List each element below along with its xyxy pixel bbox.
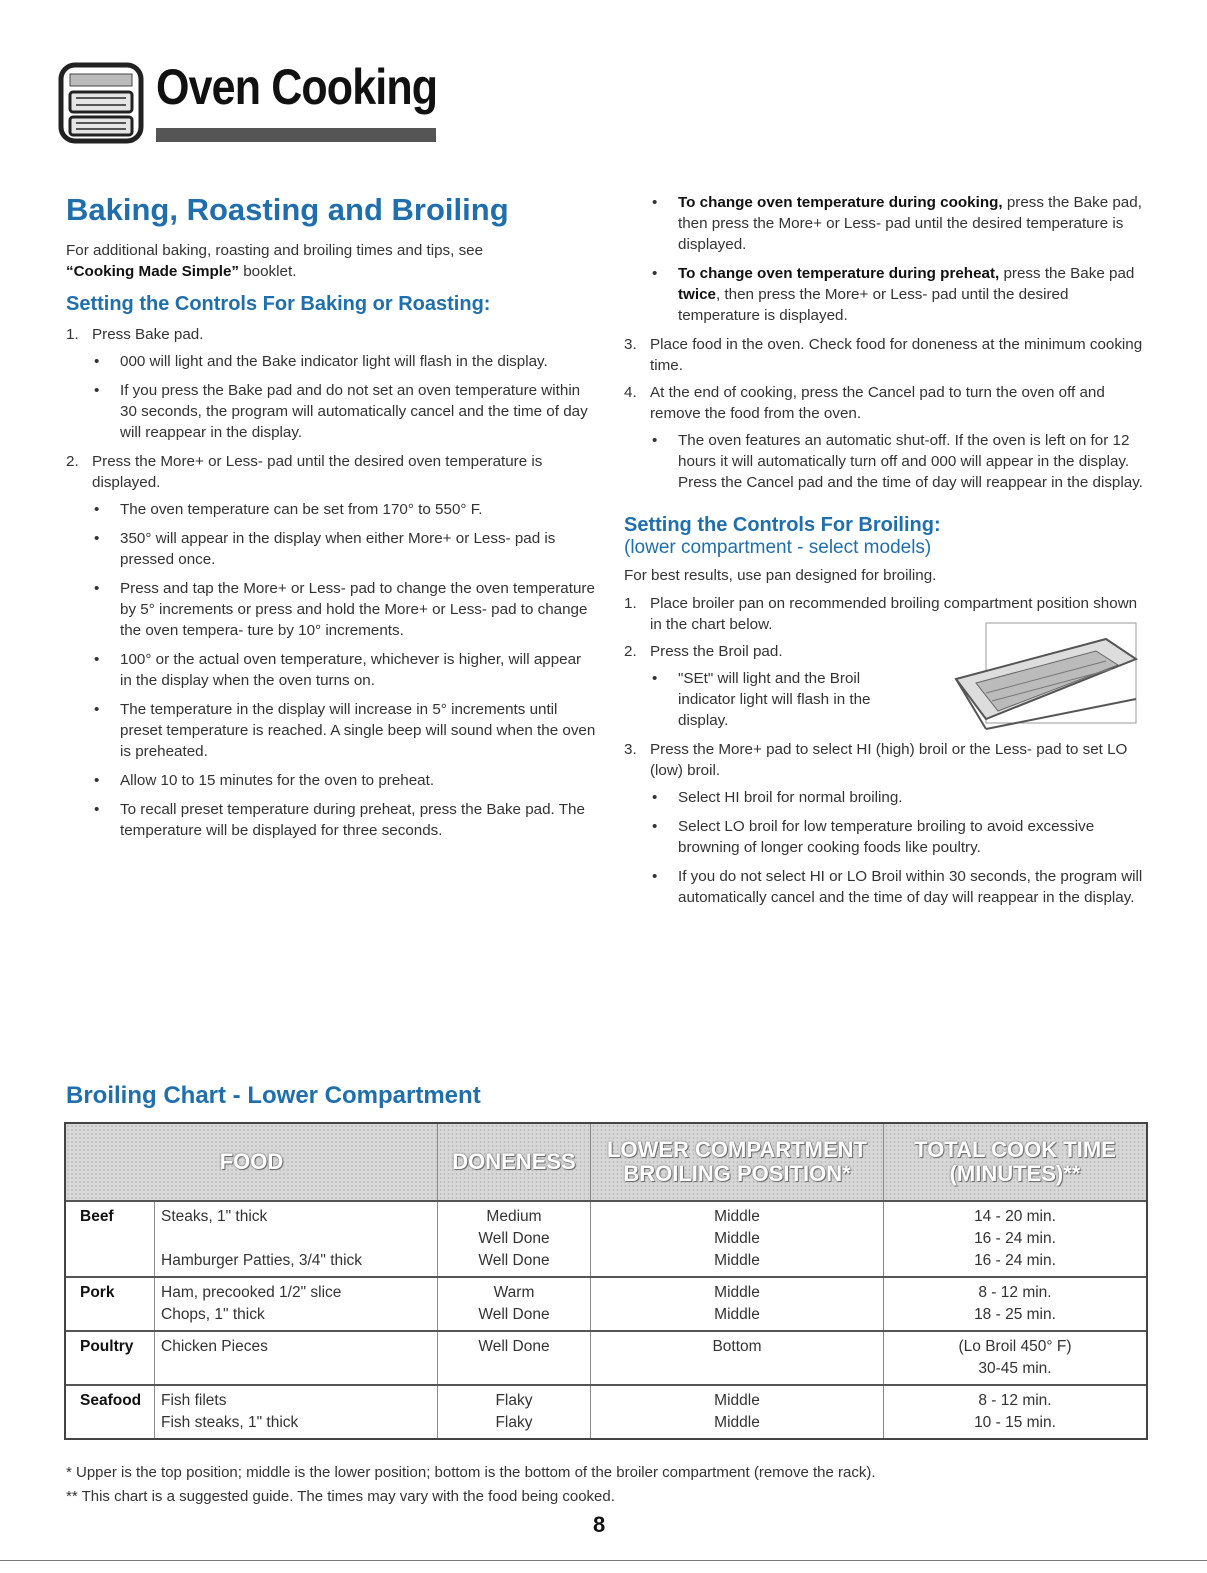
footnote-position: * Upper is the top position; middle is the lower position; bottom is the bottom of the broiler compartment (remove the rack). [66,1464,876,1481]
position-line: Middle [714,1252,760,1269]
intro-booklet-name: “Cooking Made Simple” [66,263,239,280]
time-cell [884,1385,1147,1438]
intro-tail: booklet. [239,263,297,280]
step-number: 2. [66,453,79,470]
bullet-text: , then press the More+ or Less- pad until the desired temperature is displayed. [678,286,1069,324]
doneness-cell [438,1277,591,1331]
step-number: 1. [66,326,79,343]
step-text: Press the More+ pad to select HI (high) broil or the Less- pad to set LO (low) broil. [650,741,1128,779]
bullet-item: • 100° or the actual oven temperature, whichever is higher, will appear in the display when the oven turns on. [92,649,596,691]
bullet-text: The oven temperature can be set from 170° to 550° F. [120,501,483,518]
bullet-text: The oven features an automatic shut-off. If the oven is left on for 12 hours it will automatically turn off and 000 will appear in the display. Press the Cancel pad and the time of day will reappear in the display. [678,432,1143,491]
bullet-item: • To change oven temperature during cooking, press the Bake pad, then press the More+ or Less- pad until the desired temperature is displayed. [652,194,1142,253]
table-row-seafood [66,1385,1146,1438]
food-line: Chops, 1" thick [161,1306,265,1323]
doneness-line: Warm [493,1284,535,1301]
bullet-text: Allow 10 to 15 minutes for the oven to preheat. [120,772,435,789]
time-line: 8 - 12 min. [978,1392,1052,1409]
bullet-item: • If you do not select HI or LO Broil within 30 seconds, the program will automatically cancel and the time of day will reappear in the display. [650,866,1148,908]
step-text: Press the More+ or Less- pad until the desired oven temperature is displayed. [92,453,543,491]
right-column [624,192,1148,916]
position-cell [591,1331,884,1385]
broiling-subheading: Setting the Controls For Broiling: [624,514,941,536]
doneness-line: Well Done [478,1230,550,1247]
food-line: Fish filets [161,1392,227,1409]
doneness-line: Flaky [495,1392,533,1409]
oven-icon [58,62,144,144]
doneness-line: Medium [486,1208,542,1225]
chart-title: Broiling Chart - Lower Compartment [66,1082,481,1109]
table-row-poultry [66,1331,1146,1385]
footnote-guide: ** This chart is a suggested guide. The times may vary with the food being cooked. [66,1488,615,1505]
position-line: Middle [714,1392,760,1409]
step-text: Press Bake pad. [92,326,204,343]
title-underline [156,128,436,142]
header-time-line: (MINUTES)** [949,1161,1081,1186]
header-position-line: LOWER COMPARTMENT [607,1137,867,1162]
food-cell [155,1331,438,1385]
bullet-text: "SEt" will light and the Broil indicator light will flash in the display. [678,670,871,729]
bullet-item: • To recall preset temperature during preheat, press the Bake pad. The temperature will be displayed for three seconds. [92,799,596,841]
position-line: Bottom [712,1338,762,1355]
bullet-text: press the Bake pad [999,265,1135,282]
bullet-item: • 000 will light and the Bake indicator light will flash in the display. [94,353,548,370]
broil-step-2-block [624,641,1148,731]
category-cell: Poultry [66,1331,155,1385]
time-line: (Lo Broil 450° F) [958,1338,1072,1355]
time-cell [884,1277,1147,1331]
time-line: 18 - 25 min. [974,1306,1056,1323]
bullet-item: • Select LO broil for low temperature broiling to avoid excessive browning of longer cooking foods like poultry. [650,816,1148,858]
time-line: 14 - 20 min. [974,1208,1056,1225]
header-doneness: DONENESS [438,1124,591,1201]
bullet-text: 100° or the actual oven temperature, whichever is higher, will appear in the display when the oven turns on. [120,651,582,689]
bullet-text: If you do not select HI or LO Broil within 30 seconds, the program will automatically cancel and the time of day will reappear in the display. [678,868,1143,906]
broil-intro: For best results, use pan designed for broiling. [624,567,937,584]
bullet-item: • To change oven temperature during preheat, press the Bake pad twice, then press the More+ or Less- pad until the desired temperature is displayed. [652,265,1135,324]
food-line-empty [161,1228,431,1250]
bullet-text: Press and tap the More+ or Less- pad to change the oven temperature by 5° increments or press and hold the More+ or Less- pad to change the oven tempera- ture by 10° increments. [120,580,595,639]
doneness-line: Well Done [478,1338,550,1355]
category-cell: Pork [66,1277,155,1331]
header-position-line: BROILING POSITION* [623,1161,851,1186]
bullet-bold: To change oven temperature during cooking, [678,194,1003,211]
position-line: Middle [714,1414,760,1431]
time-cell [884,1201,1147,1277]
doneness-cell [438,1201,591,1277]
category-cell: Beef [66,1201,155,1277]
food-cell [155,1201,438,1277]
food-line: Hamburger Patties, 3/4" thick [161,1252,363,1269]
page-number: 8 [593,1512,606,1537]
food-cell [155,1385,438,1438]
bullet-text: 000 will light and the Bake indicator light will flash in the display. [120,353,548,370]
bullet-item: • Press and tap the More+ or Less- pad to change the oven temperature by 5° increments or press and hold the More+ or Less- pad to change the oven tempera- ture by 10° increments. [94,580,595,639]
doneness-line: Flaky [495,1414,533,1431]
header-position [591,1124,884,1201]
table-row-pork [66,1277,1146,1331]
position-cell [591,1201,884,1277]
position-cell [591,1277,884,1331]
doneness-line: Well Done [478,1306,550,1323]
category-cell: Seafood [66,1385,155,1438]
bullet-bold: To change oven temperature during preheat, [678,265,1000,282]
time-line: 10 - 15 min. [974,1414,1056,1431]
time-line: 8 - 12 min. [978,1284,1052,1301]
step-text: At the end of cooking, press the Cancel pad to turn the oven off and remove the food from the oven. [650,384,1105,422]
bullet-item: • If you press the Bake pad and do not set an oven temperature within 30 seconds, the program will automatically cancel and the time of day will reappear in the display. [92,380,596,443]
baking-subheading: Setting the Controls For Baking or Roasting: [66,293,491,315]
broiler-drawer-illustration [946,619,1146,739]
step-text: Place food in the oven. Check food for doneness at the minimum cooking time. [650,336,1143,374]
position-line: Middle [714,1230,760,1247]
bullet-item: • The temperature in the display will increase in 5° increments until preset temperature is reached. A single beep will sound when the oven is preheated. [94,701,596,760]
bullet-text: Select HI broil for normal broiling. [678,789,903,806]
bullet-item: • Select HI broil for normal broiling. [652,789,903,806]
broiling-chart [64,1122,1148,1440]
doneness-cell [438,1385,591,1438]
time-line: 30-45 min. [978,1360,1052,1377]
food-line: Chicken Pieces [161,1338,268,1355]
step-number: 4. [624,384,637,401]
step-number: 2. [624,643,637,660]
position-line: Middle [714,1208,760,1225]
bullet-text: The temperature in the display will increase in 5° increments until preset temperature is reached. A single beep will sound when the oven is preheated. [120,701,596,760]
bullet-emphasis: twice [678,286,716,303]
bullet-item: • The oven temperature can be set from 170° to 550° F. [94,501,483,518]
position-line: Middle [714,1306,760,1323]
time-line: 16 - 24 min. [974,1230,1056,1247]
bullet-text: 350° will appear in the display when either More+ or Less- pad is pressed once. [120,530,556,568]
doneness-cell [438,1331,591,1385]
intro-paragraph [66,240,596,282]
section-title: Oven Cooking [156,59,438,115]
doneness-line: Well Done [478,1252,550,1269]
header-food: FOOD [66,1124,438,1201]
broiling-subheading-note: (lower compartment - select models) [624,537,932,558]
bullet-item: • Allow 10 to 15 minutes for the oven to preheat. [94,772,435,789]
bullet-text: If you press the Bake pad and do not set an oven temperature within 30 seconds, the program will automatically cancel and the time of day will reappear in the display. [120,382,588,441]
time-cell [884,1331,1147,1385]
food-line: Steaks, 1" thick [161,1208,268,1225]
step-number: 3. [624,741,637,758]
step-text: Press the Broil pad. [650,643,783,660]
bullet-text: press the Bake pad, then press the More+ or Less- pad until the desired temperature is displayed. [678,194,1142,253]
bullet-text: To recall preset temperature during preheat, press the Bake pad. The temperature will be displayed for three seconds. [120,801,585,839]
position-cell [591,1385,884,1438]
left-column [66,192,596,849]
bullet-text: Select LO broil for low temperature broiling to avoid excessive browning of longer cooking foods like poultry. [678,818,1095,856]
step-number: 3. [624,336,637,353]
bottom-rule [0,1560,1207,1561]
step-number: 1. [624,595,637,612]
broiling-table [66,1124,1146,1438]
step-2 [66,451,596,493]
table-header-row [66,1124,1146,1201]
main-heading: Baking, Roasting and Broiling [66,192,509,227]
time-line: 16 - 24 min. [974,1252,1056,1269]
food-line: Ham, precooked 1/2" slice [161,1284,342,1301]
intro-text: For additional baking, roasting and broiling times and tips, see [66,242,484,259]
food-cell [155,1277,438,1331]
step-text: Place broiler pan on recommended broiling compartment position shown in the chart below. [650,595,1138,633]
bullet-item: • "SEt" will light and the Broil indicator light will flash in the display. [650,668,890,731]
food-line: Fish steaks, 1" thick [161,1414,299,1431]
table-row-beef [66,1201,1146,1277]
step-3 [624,334,1148,376]
step-4 [624,382,1148,424]
step-1 [66,324,596,345]
bullet-item: • 350° will appear in the display when either More+ or Less- pad is pressed once. [92,528,596,570]
broil-step-3 [624,739,1148,781]
header-time-line: TOTAL COOK TIME [914,1137,1116,1162]
bullet-item: • The oven features an automatic shut-off. If the oven is left on for 12 hours it will automatically turn off and 000 will appear in the display. Press the Cancel pad and the time of day will reappear in the display. [650,430,1148,493]
position-line: Middle [714,1284,760,1301]
header-time [884,1124,1147,1201]
